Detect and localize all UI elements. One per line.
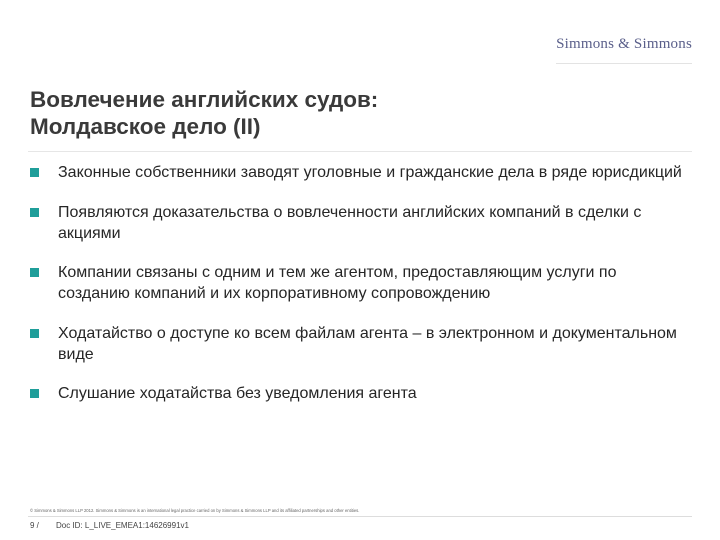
bullet-text: Компании связаны с одним и тем же агентом, предоставляющим услуги по созданию компаний и их корпоративному сопровождению (58, 264, 617, 302)
bullet-item (28, 262, 692, 304)
page-number: 9 / (30, 521, 39, 530)
bullet-text: Ходатайство о доступе ко всем файлам агента – в электронном и документальном виде (58, 324, 677, 363)
bullet-text: Законные собственники заводят уголовные и гражданские дела в ряде юрисдикций (58, 164, 682, 181)
bullet-item (28, 323, 692, 365)
slide-title-line-2: Молдавское дело (II) (30, 114, 261, 139)
simmons-logo: Simmons & Simmons (556, 36, 692, 52)
bullet-item (28, 202, 692, 244)
logo-divider (556, 63, 692, 64)
bullet-square-icon (30, 268, 39, 277)
bullet-square-icon (30, 168, 39, 177)
title-divider (28, 151, 692, 152)
bullet-square-icon (30, 208, 39, 217)
bullet-square-icon (30, 389, 39, 398)
slide-title-line-1: Вовлечение английских судов: (30, 87, 379, 112)
slide-title (30, 86, 690, 140)
footer-divider (28, 516, 692, 517)
bullet-item (28, 162, 692, 183)
footer-legal-notice: © Simmons & Simmons LLP 2012. Simmons & Simmons is an international legal practice carried on by Simmons & Simmons LLP and its affiliated partnerships and other entities. (30, 508, 360, 513)
bullet-item (28, 383, 692, 404)
bullet-text: Появляются доказательства о вовлеченности английских компаний в сделки с акциями (58, 203, 642, 242)
document-id: Doc ID: L_LIVE_EMEA1:14626991v1 (56, 521, 189, 530)
bullet-list (28, 162, 692, 404)
bullet-text: Слушание ходатайства без уведомления агента (58, 385, 417, 402)
bullet-square-icon (30, 329, 39, 338)
